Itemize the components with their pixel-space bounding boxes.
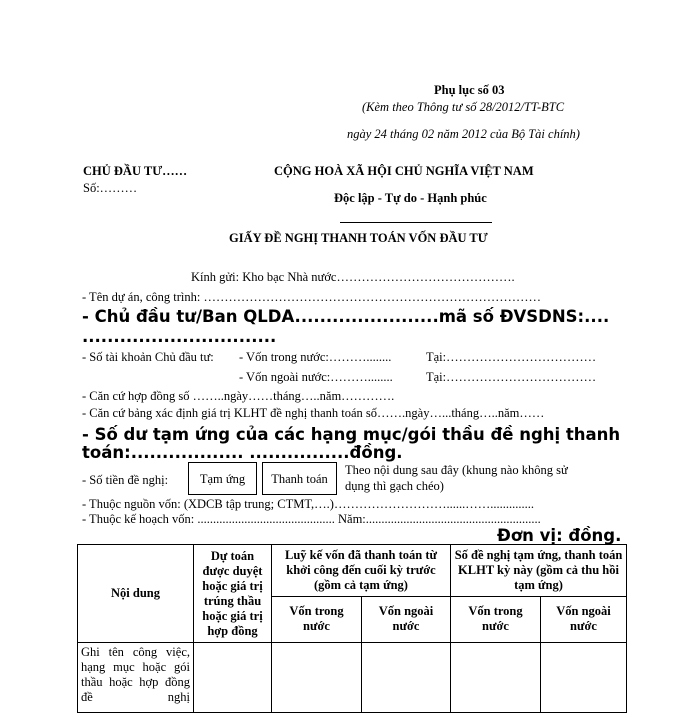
- capital-source-line: - Thuộc nguồn vốn: (XDCB tập trung; CTMT,….)………………………......……..............: [82, 497, 534, 511]
- box-note-line-2: dụng thì gạch chéo): [345, 479, 444, 493]
- advance-balance-amount: toán:.................. ................đồng.: [82, 443, 403, 462]
- subheader-foreign-request: Vốn ngoài nước: [541, 596, 627, 642]
- payment-checkbox[interactable]: Thanh toán: [262, 462, 337, 495]
- row-cumulative-domestic-cell[interactable]: [272, 643, 362, 713]
- owner-line-continued: ...............................: [82, 327, 277, 346]
- attach-line: (Kèm theo Thông tư số 28/2012/TT-BTC: [362, 100, 565, 114]
- motto-underline: [340, 222, 492, 223]
- project-line: - Tên dự án, công trình: ………………………………………………………………………: [82, 290, 541, 304]
- owner-line: - Chủ đầu tư/Ban QLDA.......................mã số ĐVSDNS:....: [82, 307, 610, 326]
- domestic-capital-at: Tại:………………………………: [426, 350, 597, 364]
- box-note-line-1: Theo nội dung sau đây (khung nào không sử: [345, 463, 568, 477]
- header-cumulative: Luỹ kế vốn đã thanh toán từ khởi công đến cuối kỳ trước (gồm cả tạm ứng): [272, 545, 451, 597]
- date-line: ngày 24 tháng 02 năm 2012 của Bộ Tài chính): [347, 127, 580, 141]
- advance-balance-line: - Số dư tạm ứng của các hạng mục/gói thầu đề nghị thanh: [82, 425, 621, 444]
- row-estimate-cell[interactable]: [194, 643, 272, 713]
- header-estimate: Dự toán được duyệt hoặc giá trị trúng thầu hoặc giá trị hợp đồng: [194, 545, 272, 643]
- unit-label: Đơn vị: đồng.: [497, 526, 622, 545]
- subheader-domestic-request: Vốn trong nước: [451, 596, 541, 642]
- document-title: GIẤY ĐỀ NGHỊ THANH TOÁN VỐN ĐẦU TƯ: [229, 231, 488, 245]
- foreign-capital: - Vốn ngoài nước:………........: [239, 370, 393, 384]
- contract-line: - Căn cứ hợp đồng số ……..ngày……tháng…..năm………….: [82, 389, 395, 403]
- header-content: Nội dung: [78, 545, 194, 643]
- advance-checkbox[interactable]: Tạm ứng: [188, 462, 257, 495]
- document-number: Số:………: [83, 181, 138, 195]
- nation-title: CỘNG HOÀ XÃ HỘI CHỦ NGHĨA VIỆT NAM: [274, 164, 534, 178]
- subheader-foreign-cumulative: Vốn ngoài nước: [362, 596, 451, 642]
- nation-motto: Độc lập - Tự do - Hạnh phúc: [334, 191, 487, 205]
- amount-label: - Số tiền đề nghị:: [82, 473, 169, 487]
- row-cumulative-foreign-cell[interactable]: [362, 643, 451, 713]
- klht-line: - Căn cứ bảng xác định giá trị KLHT đề nghị thanh toán số…….ngày…...tháng…..năm……: [82, 406, 545, 420]
- domestic-capital: - Vốn trong nước:………........: [239, 350, 392, 364]
- row-content-cell: Ghi tên công việc, hạng mục hoặc gói thầu hoặc hợp đồng đề nghị: [78, 643, 194, 713]
- header-request: Số đề nghị tạm ứng, thanh toán KLHT kỳ này (gồm cả thu hồi tạm ứng): [451, 545, 627, 597]
- payment-table: [77, 544, 627, 713]
- subheader-domestic-cumulative: Vốn trong nước: [272, 596, 362, 642]
- recipient-line: Kính gửi: Kho bạc Nhà nước…………………………………….: [191, 270, 515, 284]
- row-request-domestic-cell[interactable]: [451, 643, 541, 713]
- account-label: - Số tài khoản Chủ đầu tư:: [82, 350, 214, 364]
- appendix-label: Phụ lục số 03: [434, 83, 505, 97]
- capital-plan-line: - Thuộc kế hoạch vốn: ............................................ Năm:........................................................: [82, 512, 541, 526]
- foreign-capital-at: Tại:………………………………: [426, 370, 597, 384]
- row-request-foreign-cell[interactable]: [541, 643, 627, 713]
- owner-label: CHỦ ĐẦU TƯ……: [83, 164, 188, 178]
